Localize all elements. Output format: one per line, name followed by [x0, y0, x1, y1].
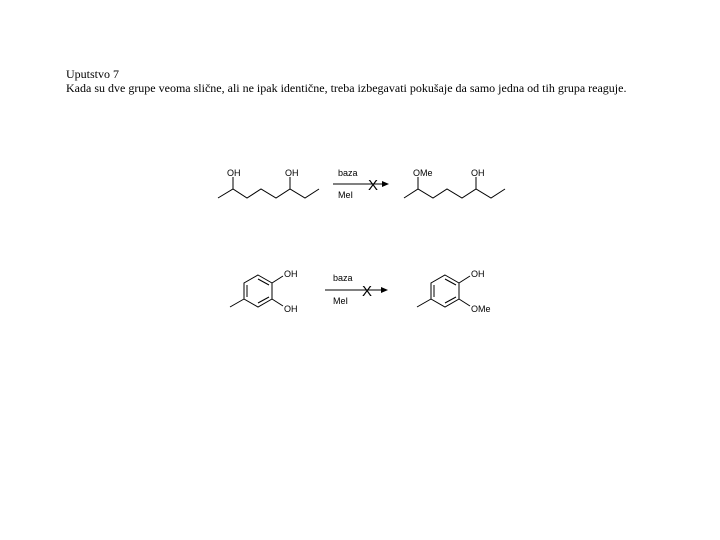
product-1-carbon-chain [404, 189, 505, 198]
product-2-benzene-ring [431, 275, 459, 307]
reaction-2-reagent-below: MeI [333, 296, 349, 306]
product-2-ome-bond [459, 299, 470, 306]
product-2-hydroxyl: OH [471, 269, 485, 279]
reactant-1-carbon-chain [218, 189, 319, 198]
reactant-2-benzene-ring [244, 275, 272, 307]
instruction-title: Uputstvo 7 [66, 67, 120, 81]
reaction-1-reagent-below: MeI [338, 190, 354, 200]
reaction-1-blocked-mark: X [368, 177, 379, 194]
reactant-2-hydroxyl-top: OH [284, 269, 298, 279]
reactant-2-oh-top-bond [272, 276, 283, 283]
reaction-2-arrow [325, 273, 388, 306]
reaction-2-blocked-mark: X [362, 283, 373, 300]
reaction-2-product [417, 269, 491, 314]
reaction-1-product [404, 168, 505, 198]
product-1-hydroxyl: OH [471, 168, 485, 178]
product-2-methyl-bond [417, 299, 431, 307]
reaction-1-reagent-above: baza [338, 168, 358, 178]
instruction-text: Kada su dve grupe veoma slične, ali ne ipak identične, treba izbegavati pokušaje da samo jedna od tih grupa reaguje. [66, 81, 627, 95]
reactant-1-hydroxyl-right: OH [285, 168, 299, 178]
product-1-methoxy: OMe [413, 168, 433, 178]
reactant-2-methyl-bond [230, 299, 244, 307]
product-2-oh-bond [459, 276, 470, 283]
reactant-1-hydroxyl-left: OH [227, 168, 241, 178]
product-2-methoxy: OMe [471, 304, 491, 314]
reaction-1-arrow [333, 168, 389, 200]
reactant-2-hydroxyl-bottom: OH [284, 304, 298, 314]
reaction-2-reactant [230, 269, 298, 314]
reactant-2-oh-bottom-bond [272, 299, 283, 306]
reaction-1-arrow-head [382, 181, 389, 187]
reaction-2-reagent-above: baza [333, 273, 353, 283]
reaction-2-arrow-head [381, 287, 388, 293]
reaction-1-reactant [218, 168, 319, 198]
